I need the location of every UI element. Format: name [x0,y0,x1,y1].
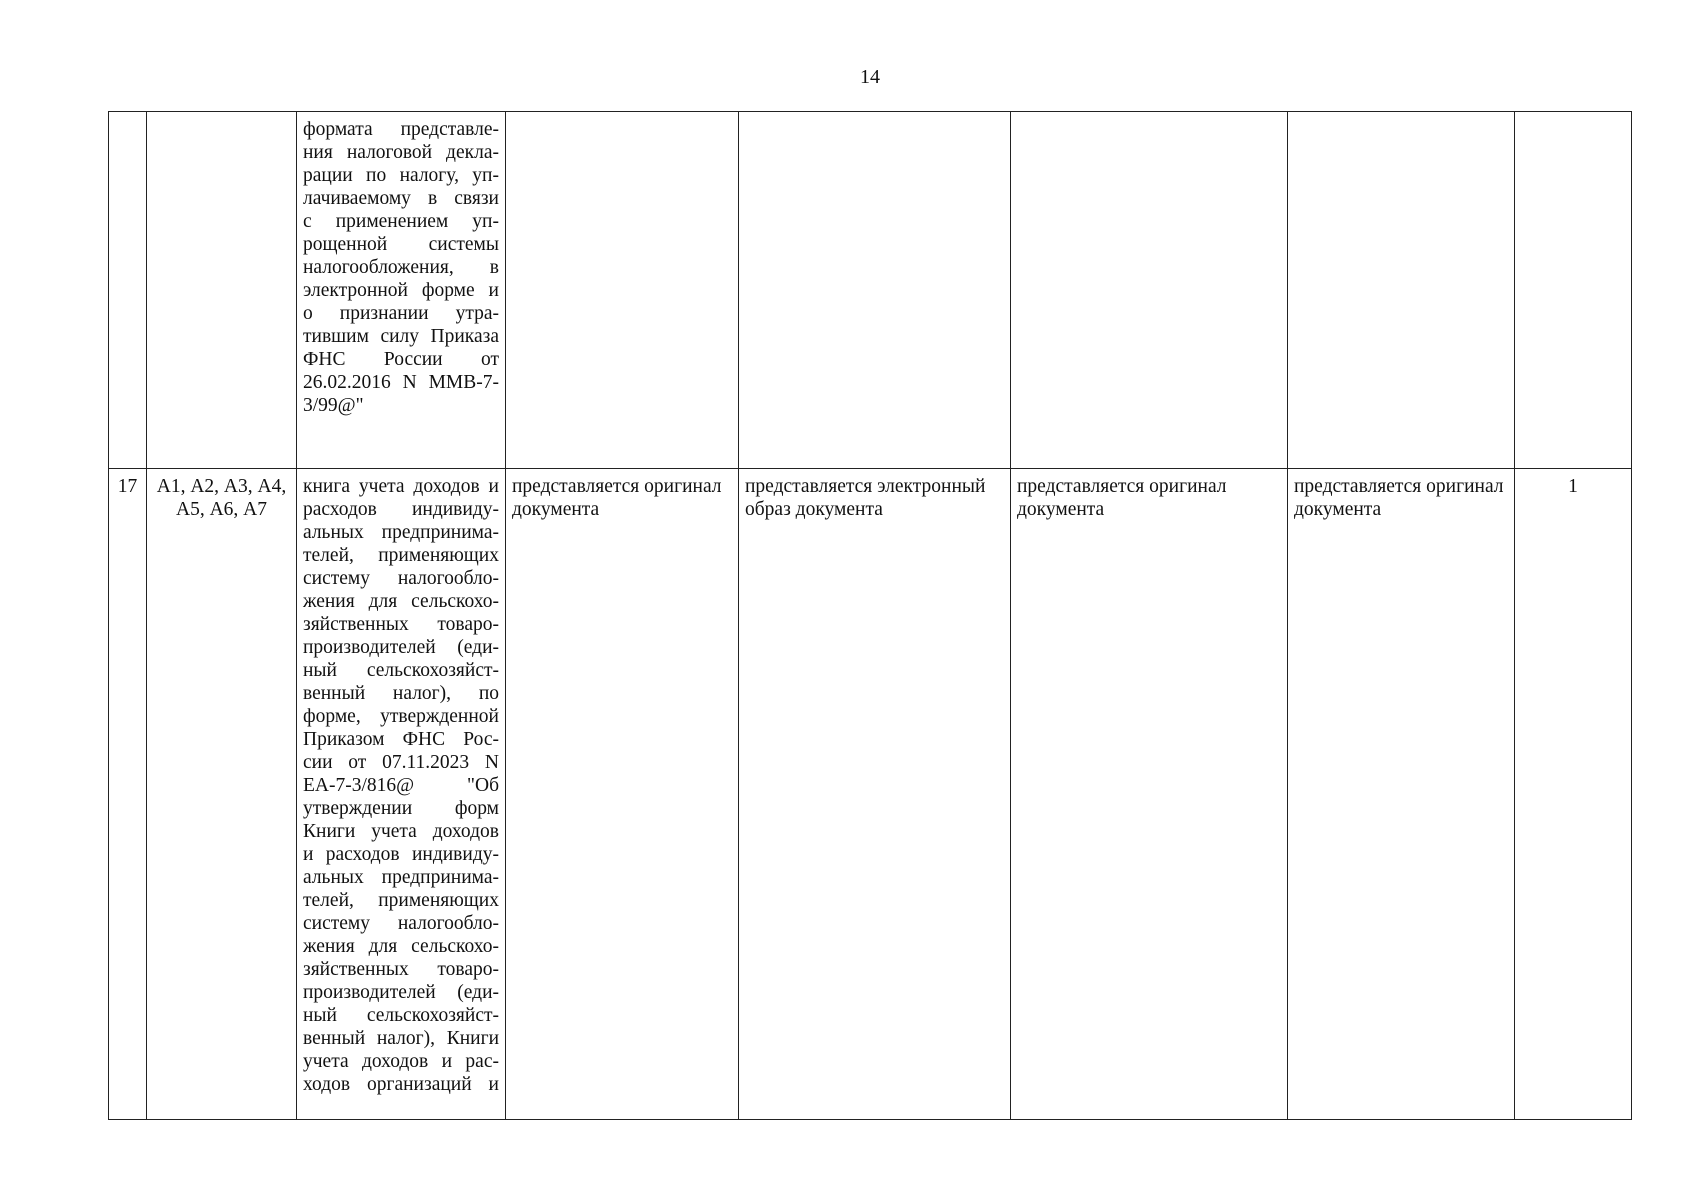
requirement-cell: представляется оригинал документа [1011,469,1288,1120]
description-line: лачиваемому в связи [303,188,499,209]
description-line: ФНС России от [303,349,499,370]
table-row [109,112,1632,469]
description-line: расходов индивиду- [303,499,499,520]
requirement-cell [739,112,1011,469]
description-line: и расходов индивиду- [303,844,499,865]
description-line: телей, применяющих [303,890,499,911]
description-line: рации по налогу, уп- [303,165,499,186]
description-line: утверждении форм [303,798,499,819]
row-number-cell [109,112,147,469]
description-cell [297,112,506,469]
description-line: альных предпринима- [303,867,499,888]
description-line: ходов организаций и [303,1074,499,1095]
page-number: 14 [860,66,880,88]
requirement-cell: представляется электронный образ документа [739,469,1011,1120]
description-line: производителей (еди- [303,982,499,1003]
description-line: зяйственных товаро- [303,614,499,635]
table-row [109,469,1632,1120]
description-line: рощенной системы [303,234,499,255]
description-line: сии от 07.11.2023 N [303,752,499,773]
count-cell [1515,112,1632,469]
requirement-cell: представляется оригинал документа [506,469,739,1120]
description-line: Книги учета доходов [303,821,499,842]
description-line: венный налог), Книги [303,1028,499,1049]
description-line: альных предпринима- [303,522,499,543]
description-line: учета доходов и рас- [303,1051,499,1072]
description-line: венный налог), по [303,683,499,704]
description-line: формата представле- [303,119,499,140]
description-line: жения для сельскохо- [303,936,499,957]
description-line: налогообложения, в [303,257,499,278]
description-line: производителей (еди- [303,637,499,658]
description-line: тившим силу Приказа [303,326,499,347]
requirement-cell [506,112,739,469]
description-line: форме, утвержденной [303,706,499,727]
description-line: зяйственных товаро- [303,959,499,980]
description-line: ЕА-7-3/816@ "Об [303,775,499,796]
description-line: о признании утра- [303,303,499,324]
requirement-cell [1011,112,1288,469]
description-line: систему налогообло- [303,913,499,934]
description-line: электронной форме и [303,280,499,301]
description-line: систему налогообло- [303,568,499,589]
description-line: с применением уп- [303,211,499,232]
count-cell: 1 [1515,469,1632,1120]
document-table [108,111,1632,1120]
description-line: Приказом ФНС Рос- [303,729,499,750]
description-cell [297,469,506,1120]
description-line: 3/99@" [303,395,364,416]
description-line: телей, применяющих [303,545,499,566]
requirement-cell: представляется оригинал документа [1288,469,1515,1120]
description-line: 26.02.2016 N ММВ-7- [303,372,499,393]
codes-cell: А1, А2, А3, А4, А5, А6, А7 [147,469,297,1120]
description-line: ный сельскохозяйст- [303,660,499,681]
description-line: ный сельскохозяйст- [303,1005,499,1026]
requirement-cell [1288,112,1515,469]
description-line: ния налоговой декла- [303,142,499,163]
codes-cell [147,112,297,469]
description-line: жения для сельскохо- [303,591,499,612]
row-number-cell: 17 [109,469,147,1120]
description-line: книга учета доходов и [303,476,499,497]
